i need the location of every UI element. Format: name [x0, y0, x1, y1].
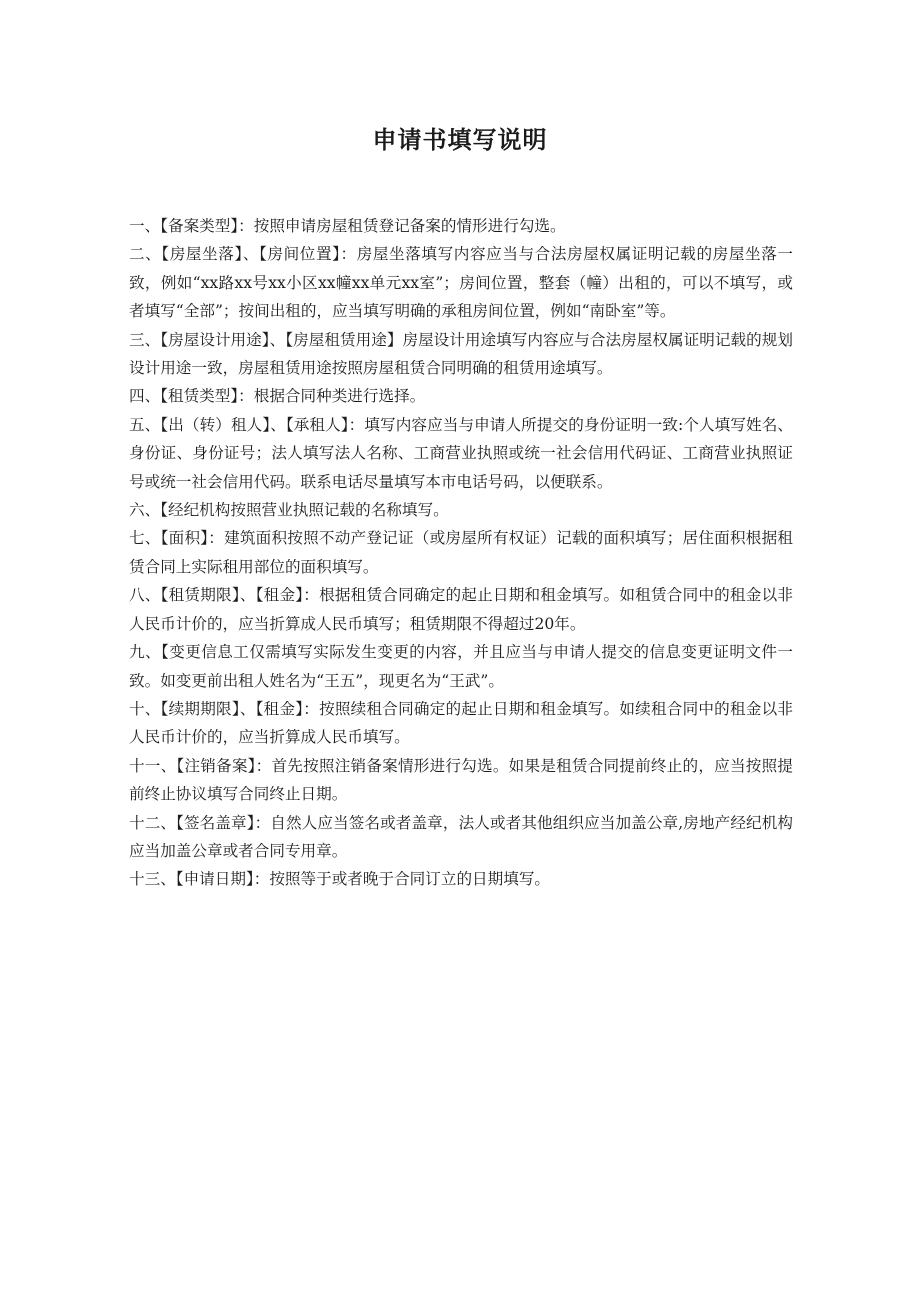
instructions-body: [129, 212, 793, 894]
instruction-item-13: 十三、【申请日期】：按照等于或者晚于合同订立的日期填写。: [129, 870, 551, 889]
instruction-item-6: 六、【经纪机构按照营业执照记载的名称填写。: [129, 501, 449, 520]
instruction-item-12: 十二、【签名盖章】：自然人应当签名或者盖章，法人或者其他组织应当加盖公章,房地产经纪机构应当加盖公章或者合同专用章。: [129, 813, 793, 860]
instruction-item-1: 一、【备案类型】：按照申请房屋租赁登记备案的情形进行勾选。: [129, 217, 566, 235]
instruction-item-7: 七、【面积】：建筑面积按照不动产登记证（或房屋所有权证）记载的面积填写；居住面积根据租赁合同上实际租用部位的面积填写。: [129, 529, 793, 576]
page-title: 申请书填写说明: [372, 126, 548, 154]
instruction-item-8: 八、【租赁期限】、【租金】：根据租赁合同确定的起止日期和租金填写。如租赁合同中的租金以非人民币计价的，应当折算成人民币填写；租赁期限不得超过20年。: [129, 586, 793, 633]
instruction-item-11: 十一、【注销备案】：首先按照注销备案情形进行勾选。如果是租赁合同提前终止的，应当按照提前终止协议填写合同终止日期。: [129, 756, 793, 804]
instruction-item-2: 二、【房屋坐落】、【房间位置】：房屋坐落填写内容应当与合法房屋权属证明记载的房屋坐落一致，例如“xx路xx号xx小区xx幢xx单元xx室”；房间位置，整套（幢）出租的，可以不填写，或者填写“全部”；按间出租的，应当填写明确的承租房间位置，例如“南卧室”等。: [129, 245, 793, 321]
instruction-item-9: 九、【变更信息工仅需填写实际发生变更的内容，并且应当与申请人提交的信息变更证明文件一致。如变更前出租人姓名为“王五”，现更名为“王武”。: [129, 643, 793, 690]
instruction-item-3: 三、【房屋设计用途】、【房屋租赁用途】房屋设计用途填写内容应与合法房屋权属证明记载的规划设计用途一致，房屋租赁用途按照房屋租赁合同明确的租赁用途填写。: [129, 330, 793, 378]
instruction-item-5: 五、【出（转）租人】、【承租人】：填写内容应当与申请人所提交的身份证明一致:个人填写姓名、身份证、身份证号；法人填写法人名称、工商营业执照或统一社会信用代码证、工商营业执照证号或统一社会信用代码。联系电话尽量填写本市电话号码，以便联系。: [129, 415, 793, 491]
instruction-item-4: 四、【租赁类型】：根据合同种类进行选择。: [129, 387, 426, 406]
instruction-item-10: 十、【续期期限】、【租金】：按照续租合同确定的起止日期和租金填写。如续租合同中的租金以非人民币计价的，应当折算成人民币填写。: [129, 699, 793, 747]
